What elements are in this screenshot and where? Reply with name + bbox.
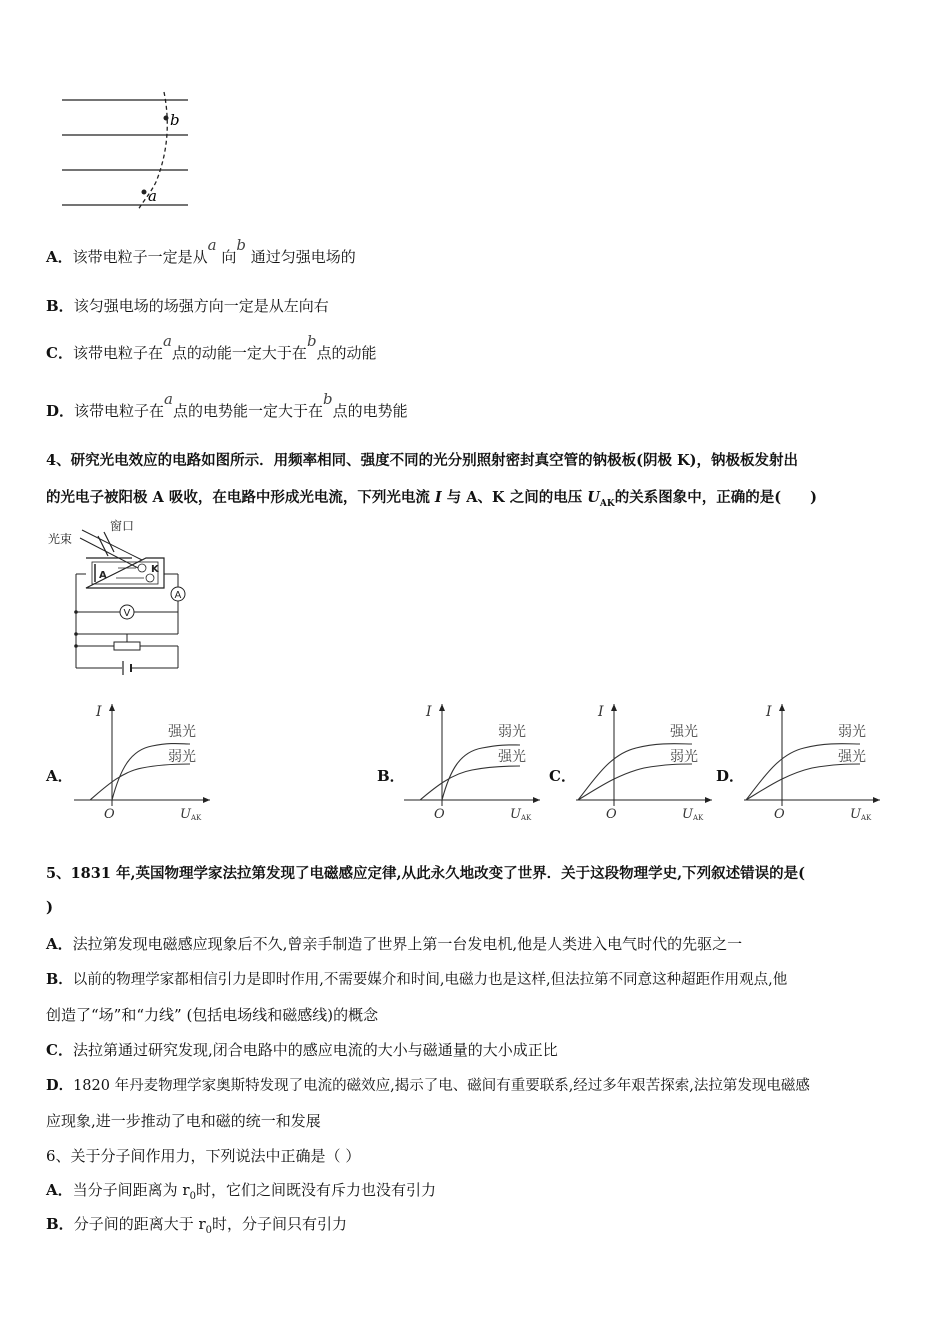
x-axis-arrow [203,797,210,803]
q4-stem-line2: 的光电子被阳极 A 吸收，在电路中形成光电流，下列光电流 I 与 A、K 之间的电压 $U_{AK}$的关系图象中，正确的是( ) [46,489,817,509]
axis-y-label: I [426,704,432,720]
q5-option-d-cont: 应现象,进一步推动了电和磁的统一和发展 [46,1112,321,1130]
voltmeter-label: V [123,608,131,619]
lower-curve-label: 弱光 [168,749,196,765]
q5-option-b-cont: 创造了“场”和“力线” (包括电场线和磁感线)的概念 [46,1006,379,1024]
cathode-label: K [151,564,159,575]
anode-label: A [99,570,107,581]
q5-option-b: B．以前的物理学家都相信引力是即时作用,不需要媒介和时间,电磁力也是这样,但法拉第不同意这种超距作用观点,他 [46,971,788,988]
q4-option-a-letter: A． [46,767,73,785]
point-a [142,190,147,195]
axis-x-sub-label: AK [861,814,872,822]
light-ray [82,530,142,560]
y-axis-arrow [611,704,617,711]
origin-label: O [104,807,115,822]
rheostat [114,642,140,650]
ammeter-label: A [174,590,182,601]
lower-curve [420,766,520,800]
axis-x-sub-label: AK [693,814,704,822]
axis-x-label: U [510,807,521,822]
x-axis-arrow [873,797,880,803]
y-axis-arrow [779,704,785,711]
q6-stem: 6、关于分子间作用力，下列说法中正确是（ ） [46,1147,361,1165]
node [74,610,78,614]
q6-option-a: A．当分子间距离为 $r_0$时，它们之间既没有斥力也没有引力 [46,1181,436,1202]
q4-option-d-letter: D． [716,767,745,785]
q6-option-b: B．分子间的距离大于 $r_0$时，分子间只有引力 [46,1215,348,1236]
axis-y-label: I [766,704,772,720]
q5-option-c: C．法拉第通过研究发现,闭合电路中的感应电流的大小与磁通量的大小成正比 [46,1041,558,1059]
field-lines-diagram [60,92,200,212]
y-axis-arrow [109,704,115,711]
q4-graph-b [402,700,547,830]
axis-x-sub-label: AK [191,814,202,822]
upper-curve-label: 弱光 [498,724,526,740]
q5-stem-line1: 5、1831 年,英国物理学家法拉第发现了电磁感应定律,从此永久地改变了世界．关于这段物理学史,下列叙述错误的是( [46,865,805,882]
q4-option-c-letter: C． [549,767,576,785]
origin-label: O [606,807,617,822]
upper-curve-label: 强光 [670,724,698,740]
axis-y-label: I [598,704,604,720]
lower-curve [578,764,692,800]
upper-curve-label: 强光 [168,724,196,740]
node [74,644,78,648]
axis-y-label: I [96,704,102,720]
x-axis-arrow [705,797,712,803]
q3-option-b: B．该匀强电场的场强方向一定是从左向右 [46,297,329,315]
label-a: a [148,187,157,205]
q5-stem-line2: ) [46,898,54,916]
node [74,632,78,636]
q5-option-d: D．1820 年丹麦物理学家奥斯特发现了电流的磁效应,揭示了电、磁间有重要联系,经过多年艰苦探索,法拉第发现电磁感 [46,1077,810,1094]
axis-x-label: U [850,807,861,822]
lower-curve-label: 强光 [498,749,526,765]
q4-option-b-letter: B． [377,767,405,785]
axis-x-label: U [180,807,191,822]
q4-stem-line1: 4、研究光电效应的电路如图所示．用频率相同、强度不同的光分别照射密封真空管的钠极板(阴极 K)，钠极板发射出 [46,452,798,469]
origin-label: O [774,807,785,822]
window-label: 窗口 [110,519,135,533]
lower-curve [90,764,190,800]
x-axis-arrow [533,797,540,803]
q4-graph-a [72,700,217,830]
lower-curve [746,764,860,800]
electron [146,574,154,582]
lower-curve-label: 弱光 [670,749,698,765]
photoelectric-circuit-diagram [46,516,196,676]
light-beam-label: 光束 [48,532,73,546]
y-axis-arrow [439,704,445,711]
q3-option-c: C．该带电粒子在a点的动能一定大于在b点的动能 [46,332,377,362]
window-edge [98,536,108,556]
q3-option-a: A．该带电粒子一定是从a 向b 通过匀强电场的 [46,236,356,266]
q4-graph-d [742,700,887,830]
q4-graph-c [574,700,719,830]
origin-label: O [434,807,445,822]
q5-option-a: A．法拉第发现电磁感应现象后不久,曾亲手制造了世界上第一台发电机,他是人类进入电气时代的先驱之一 [46,935,743,953]
axis-x-sub-label: AK [521,814,532,822]
label-b: b [170,111,180,129]
upper-curve-label: 弱光 [838,724,866,740]
axis-x-label: U [682,807,693,822]
q3-option-d: D．该带电粒子在a点的电势能一定大于在b点的电势能 [46,390,408,420]
lower-curve-label: 强光 [838,749,866,765]
point-b [164,116,169,121]
electron [138,564,146,572]
